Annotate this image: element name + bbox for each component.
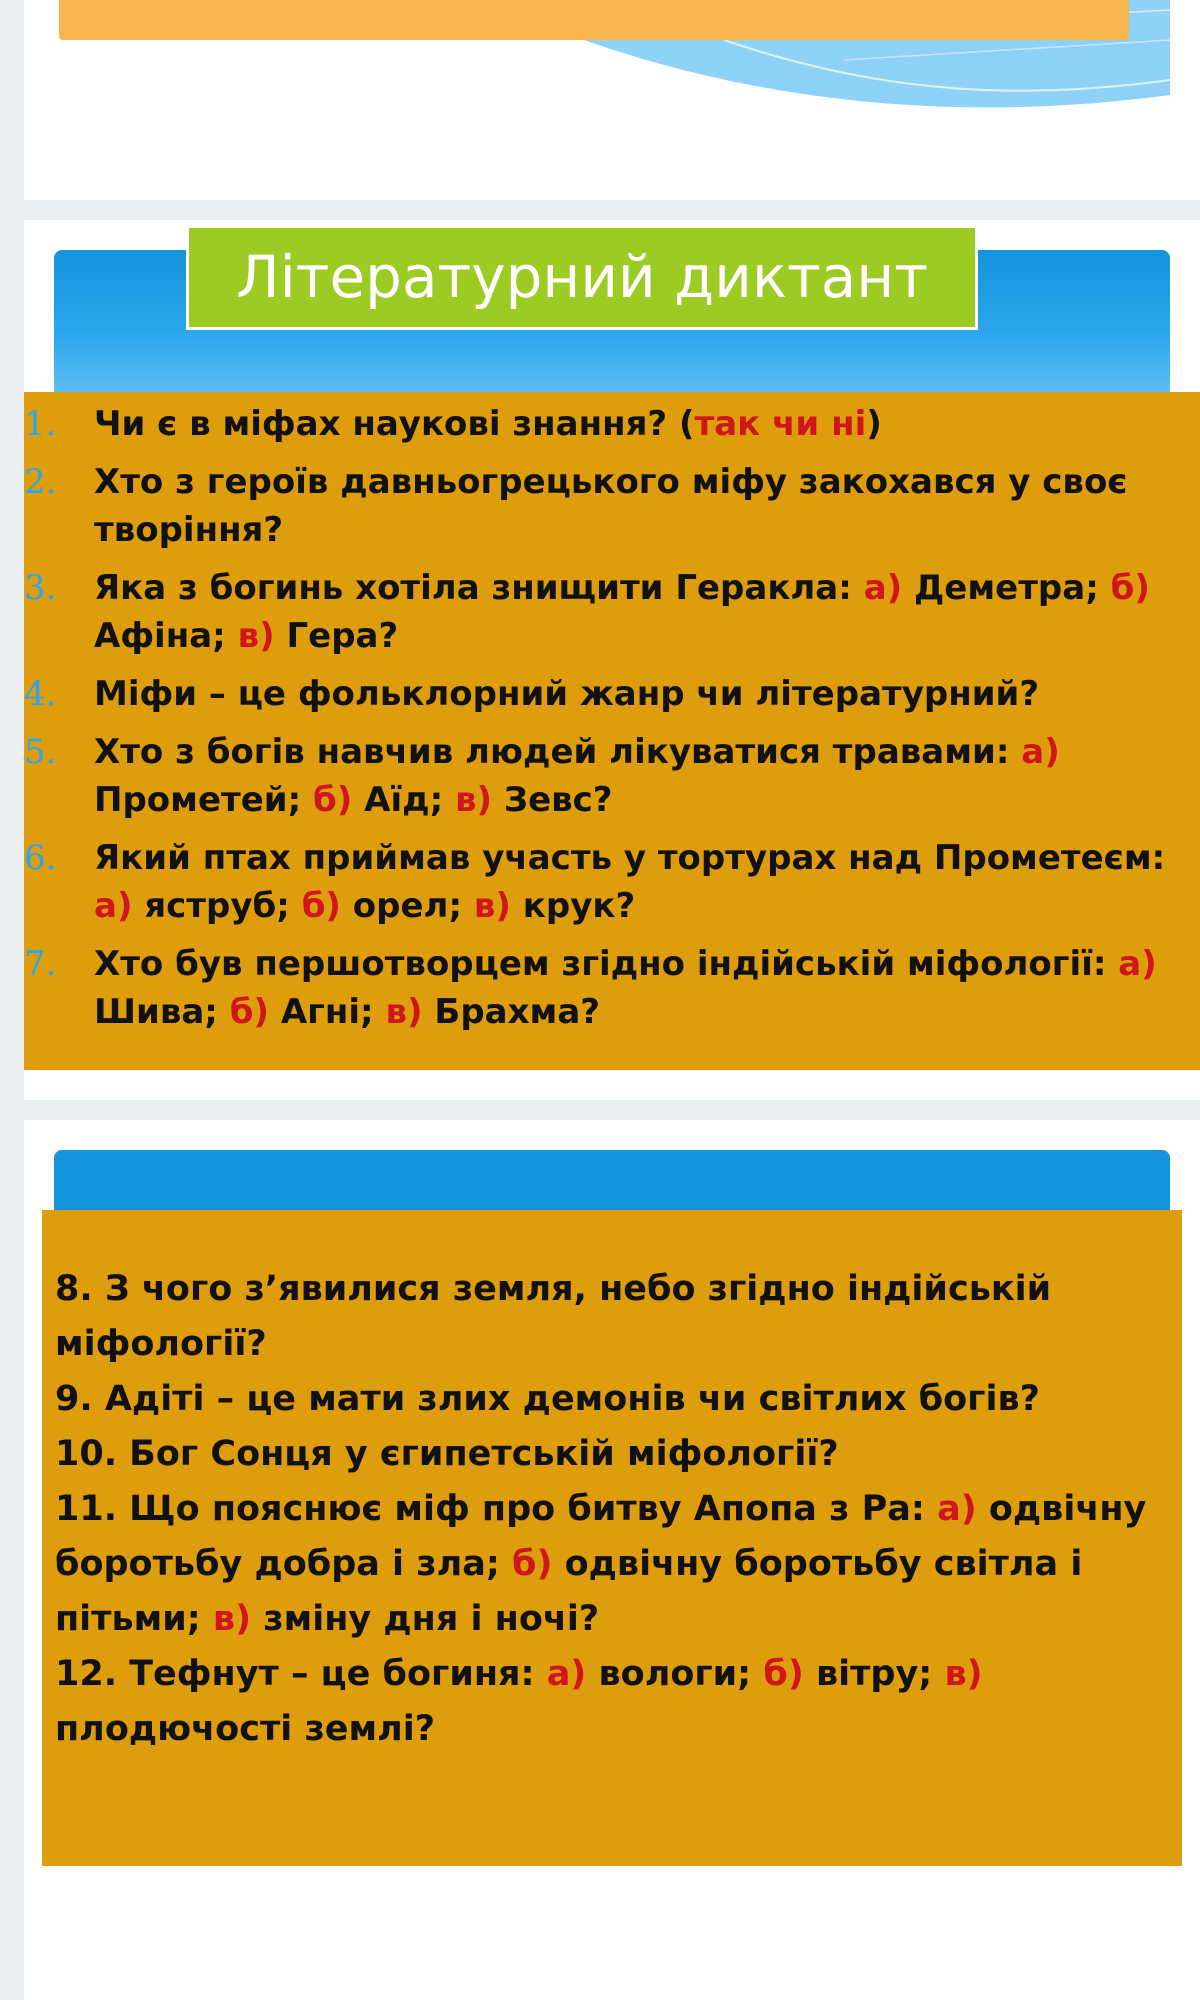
answer-option-label: а) (1118, 944, 1157, 984)
question-item (24, 728, 1180, 824)
questions-panel (24, 392, 1200, 1070)
question-text: крук? (510, 886, 636, 926)
previous-slide (24, 0, 1200, 200)
question-text: Чи є в міфах наукові знання? ( (94, 404, 695, 444)
question-item (55, 1372, 1162, 1427)
question-number: 4. (24, 674, 57, 714)
question-text: Афіна; (94, 616, 238, 656)
questions-panel (42, 1210, 1182, 1866)
answer-option-label: а) (94, 886, 133, 926)
answer-option-label: в) (237, 616, 275, 656)
question-item (55, 1427, 1162, 1482)
question-text: одвічну боротьбу світла і пітьми; (55, 1544, 1083, 1639)
question-number: 1. (24, 404, 57, 444)
question-text: орел; (340, 886, 474, 926)
question-text: Аїд; (352, 780, 456, 820)
question-item (24, 400, 1180, 448)
question-number: 3. (24, 568, 57, 608)
question-text: Зевс? (492, 780, 613, 820)
question-text: Хто з богів навчив людей лікуватися травами: (94, 732, 1022, 772)
question-item (24, 670, 1180, 718)
question-body (94, 834, 1180, 930)
slide-title: Літературний диктант (186, 225, 978, 330)
question-text: яструб; (132, 886, 302, 926)
question-body (94, 564, 1180, 660)
answer-option-label: так чи ні (694, 404, 867, 444)
answer-option-label: в) (212, 1599, 252, 1639)
question-text: 12. Тефнут – це богиня: (55, 1654, 547, 1694)
question-item (24, 458, 1180, 554)
answer-option-label: б) (313, 780, 353, 820)
question-item (55, 1482, 1162, 1647)
question-body (94, 400, 1180, 448)
question-text: ) (866, 404, 882, 444)
answer-option-label: б) (512, 1544, 553, 1584)
answer-option-label: а) (863, 568, 903, 608)
answer-option-label: б) (229, 992, 269, 1032)
question-text: Прометей; (94, 780, 314, 820)
question-text: вітру; (803, 1654, 945, 1694)
question-number: 7. (24, 944, 57, 984)
question-body (94, 728, 1180, 824)
answer-option-label: б) (763, 1654, 804, 1694)
question-number: 5. (24, 732, 57, 772)
answer-option-label: в) (385, 992, 423, 1032)
question-text: 9. Адіті – це мати злих демонів чи світлих богів? (55, 1379, 1040, 1419)
answer-option-label: а) (937, 1489, 977, 1529)
question-text: 11. Що пояснює міф про битву Апопа з Ра: (55, 1489, 938, 1529)
question-text: Шива; (94, 992, 230, 1032)
question-item (24, 834, 1180, 930)
question-body (94, 940, 1180, 1036)
question-text: Агні; (269, 992, 386, 1032)
question-item (55, 1647, 1162, 1757)
question-text: 10. Бог Сонця у єгипетській міфології? (55, 1434, 839, 1474)
question-text: Гера? (274, 616, 399, 656)
question-text: Міфи – це фольклорний жанр чи літературний? (94, 674, 1040, 714)
answer-option-label: а) (1021, 732, 1060, 772)
slide-questions-continued (24, 1120, 1200, 2000)
question-number: 6. (24, 838, 57, 878)
question-text: Хто з героїв давньогрецького міфу закохався у своє творіння? (94, 462, 1128, 550)
answer-option-label: в) (473, 886, 511, 926)
answer-option-label: б) (301, 886, 341, 926)
questions-list (24, 400, 1180, 1036)
slide-literary-dictation (24, 220, 1200, 1100)
question-item (24, 940, 1180, 1036)
question-item (24, 564, 1180, 660)
question-item (55, 1262, 1162, 1372)
question-text: Деметра; (902, 568, 1111, 608)
question-text: 8. З чого з’явилися земля, небо згідно індійській міфології? (55, 1269, 1052, 1364)
answer-option-label: в) (944, 1654, 983, 1694)
question-text: Хто був першотворцем згідно індійській міфології: (94, 944, 1119, 984)
question-text: Брахма? (422, 992, 600, 1032)
questions-list (55, 1262, 1162, 1757)
answer-option-label: б) (1110, 568, 1150, 608)
question-text: плодючості землі? (55, 1709, 436, 1749)
question-number: 2. (24, 462, 57, 502)
question-text: зміну дня і ночі? (251, 1599, 600, 1639)
answer-option-label: в) (455, 780, 493, 820)
question-text: Яка з богинь хотіла знищити Геракла: (94, 568, 864, 608)
question-body (94, 670, 1180, 718)
answer-option-label: а) (546, 1654, 587, 1694)
question-text: вологи; (586, 1654, 764, 1694)
question-text: Який птах приймав участь у тортурах над Прометеєм: (94, 838, 1166, 878)
question-body (94, 458, 1180, 554)
slide-title-bar (59, 0, 1129, 40)
question-text: одвічну боротьбу добра і зла; (55, 1489, 1147, 1584)
